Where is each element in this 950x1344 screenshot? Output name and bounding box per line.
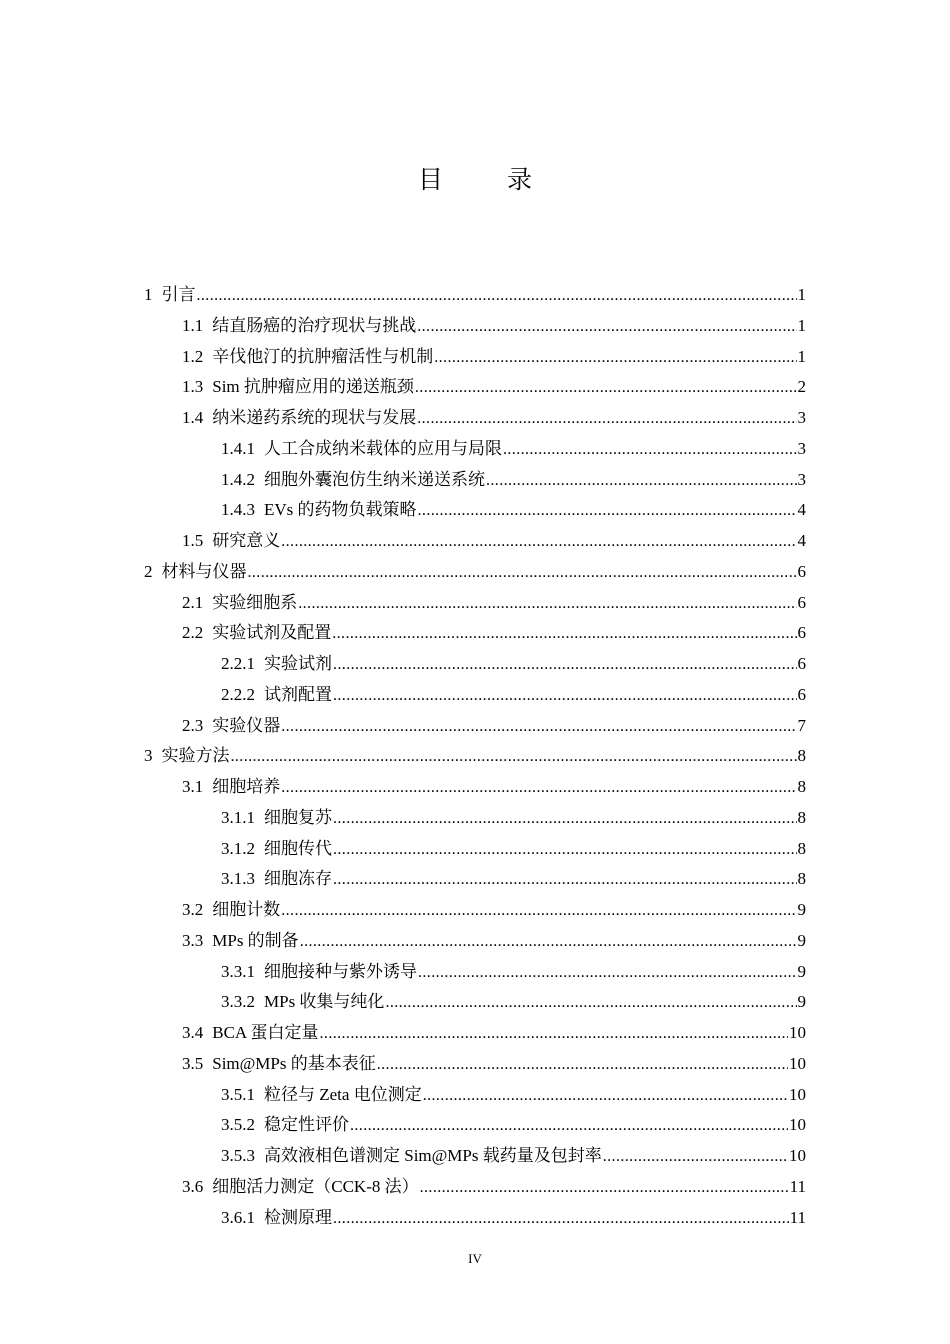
toc-entry[interactable] — [182, 772, 806, 802]
toc-entry-label: 粒径与 Zeta 电位测定 — [264, 1084, 422, 1104]
toc-entry-page-number: 10 — [789, 1053, 806, 1073]
toc-entry-page-number: 6 — [797, 592, 806, 612]
toc-entry-page-number: 8 — [797, 746, 806, 766]
toc-dot-leader — [333, 1204, 789, 1234]
toc-entry-label: MPs 收集与纯化 — [264, 992, 385, 1012]
toc-dot-leader — [377, 1050, 788, 1080]
toc-entry-number: 3.5.2 — [221, 1115, 255, 1135]
toc-entry-label: 辛伐他汀的抗肿瘤活性与机制 — [212, 346, 434, 366]
toc-entry-page-number: 8 — [797, 869, 806, 889]
toc-entry-label: Sim 抗肿瘤应用的递送瓶颈 — [212, 377, 414, 397]
toc-entry-page-number: 3 — [797, 469, 806, 489]
toc-entry-number: 3.1.2 — [221, 838, 255, 858]
page-folio: IV — [468, 1251, 482, 1266]
toc-dot-leader — [420, 1173, 789, 1203]
toc-entry-label: 细胞接种与紫外诱导 — [264, 961, 417, 981]
toc-entry[interactable] — [182, 342, 806, 372]
toc-entry-number: 1.4.2 — [221, 469, 255, 489]
toc-dot-leader — [320, 1019, 788, 1049]
toc-entry[interactable] — [221, 1080, 806, 1110]
toc-entry-label: 稳定性评价 — [264, 1115, 349, 1135]
toc-dot-leader — [417, 312, 796, 342]
toc-dot-leader — [197, 281, 797, 311]
toc-entry-label: 细胞培养 — [212, 777, 281, 796]
toc-entry[interactable] — [182, 311, 806, 341]
toc-entry[interactable] — [182, 588, 806, 618]
toc-entry-page-number: 2 — [797, 377, 806, 397]
toc-entry[interactable] — [221, 495, 806, 525]
toc-entry-number: 1.1 — [182, 315, 204, 335]
toc-dot-leader — [300, 927, 797, 957]
toc-entry-number: 3.4 — [182, 1023, 204, 1042]
toc-dot-leader — [281, 527, 796, 557]
toc-dot-leader — [281, 896, 796, 926]
toc-entry-label: 引言 — [161, 285, 196, 304]
toc-entry-number: 2 — [144, 561, 153, 581]
toc-dot-leader — [248, 558, 797, 588]
toc-entry[interactable] — [221, 803, 806, 833]
toc-dot-leader — [332, 619, 796, 649]
toc-entry[interactable] — [144, 557, 806, 587]
toc-entry-page-number: 4 — [797, 531, 806, 550]
toc-dot-leader — [333, 835, 797, 865]
toc-entry-label: 结直肠癌的治疗现状与挑战 — [212, 315, 417, 335]
toc-dot-leader — [415, 373, 797, 403]
toc-entry[interactable] — [144, 741, 806, 771]
toc-entry[interactable] — [182, 895, 806, 925]
toc-entry[interactable] — [221, 680, 806, 710]
toc-dot-leader — [333, 865, 797, 895]
toc-dot-leader — [281, 712, 796, 742]
toc-entry[interactable] — [221, 1141, 806, 1171]
toc-dot-leader — [486, 466, 797, 496]
toc-entry-number: 3.1 — [182, 777, 204, 796]
toc-entry-page-number: 8 — [797, 777, 806, 796]
toc-entry-label: 实验试剂及配置 — [212, 623, 332, 643]
toc-dot-leader — [434, 343, 796, 373]
toc-entry[interactable] — [182, 1049, 806, 1079]
toc-entry-page-number: 9 — [797, 930, 806, 950]
toc-entry-page-number: 3 — [797, 408, 806, 427]
toc-entry-page-number: 9 — [797, 900, 806, 919]
toc-entry-number: 1.3 — [182, 377, 204, 397]
toc-entry-number: 3.5 — [182, 1053, 204, 1073]
toc-entry-number: 1.4.1 — [221, 438, 255, 458]
toc-entry-page-number: 1 — [797, 315, 806, 335]
toc-dot-leader — [417, 404, 796, 434]
toc-entry-number: 3.3.2 — [221, 992, 255, 1012]
toc-entry-label: 实验细胞系 — [212, 592, 298, 612]
toc-entry-label: 试剂配置 — [264, 684, 332, 704]
toc-entry-page-number: 6 — [797, 561, 806, 581]
toc-entry-label: 细胞复苏 — [264, 807, 332, 827]
toc-entry[interactable] — [144, 280, 806, 310]
toc-entry-label: 材料与仪器 — [161, 561, 247, 581]
toc-entry-label: 细胞外囊泡仿生纳米递送系统 — [264, 469, 485, 489]
toc-entry-label: 实验试剂 — [264, 654, 332, 673]
toc-entry-page-number: 11 — [789, 1207, 806, 1227]
toc-entry-label: 纳米递药系统的现状与发展 — [212, 408, 417, 427]
toc-dot-leader — [281, 773, 796, 803]
toc-entry-label: 细胞传代 — [264, 838, 332, 858]
toc-dot-leader — [298, 589, 796, 619]
toc-entry-number: 3.3.1 — [221, 961, 255, 981]
toc-entry[interactable] — [221, 957, 806, 987]
toc-entry-number: 3.5.3 — [221, 1146, 255, 1165]
toc-entry[interactable] — [182, 526, 806, 556]
toc-entry-label: 细胞冻存 — [264, 869, 332, 889]
toc-dot-leader — [418, 496, 797, 526]
toc-entry-number: 3.2 — [182, 900, 204, 919]
toc-entry[interactable] — [182, 711, 806, 741]
toc-entry-label: EVs 的药物负载策略 — [264, 500, 417, 520]
toc-entry-page-number: 9 — [797, 961, 806, 981]
toc-entry-number: 2.1 — [182, 592, 204, 612]
toc-entry-label: MPs 的制备 — [212, 930, 299, 950]
toc-entry[interactable] — [221, 987, 806, 1017]
toc-entry-label: Sim@MPs 的基本表征 — [212, 1053, 376, 1073]
toc-entry-label: 检测原理 — [264, 1207, 332, 1227]
toc-dot-leader — [418, 958, 797, 988]
toc-dot-leader — [385, 988, 796, 1018]
toc-entry-label: 实验仪器 — [212, 715, 281, 735]
toc-entry-page-number: 10 — [789, 1115, 806, 1135]
toc-entry-number: 3.1.3 — [221, 869, 255, 889]
toc-entry[interactable] — [182, 618, 806, 648]
toc-entry-page-number: 3 — [797, 438, 806, 458]
toc-entry[interactable] — [182, 372, 806, 402]
toc-entry[interactable] — [182, 926, 806, 956]
toc-entry-number: 2.3 — [182, 715, 204, 735]
toc-entry-page-number: 10 — [789, 1084, 806, 1104]
toc-entry-number: 1.5 — [182, 531, 204, 550]
toc-entry-number: 3.1.1 — [221, 807, 255, 827]
toc-dot-leader — [333, 650, 797, 680]
toc-entry-number: 2.2.1 — [221, 654, 255, 673]
toc-dot-leader — [333, 804, 797, 834]
toc-entry[interactable] — [182, 1172, 806, 1202]
toc-entry-page-number: 8 — [797, 838, 806, 858]
toc-entry[interactable] — [221, 434, 806, 464]
toc-entry[interactable] — [221, 1110, 806, 1140]
toc-entry[interactable] — [182, 1018, 806, 1048]
toc-dot-leader — [231, 742, 797, 772]
toc-entry-page-number: 4 — [797, 500, 806, 520]
toc-entry-number: 3 — [144, 746, 153, 766]
toc-entry-label: 研究意义 — [212, 531, 281, 550]
toc-entry-page-number: 6 — [797, 684, 806, 704]
toc-entry-label: 细胞计数 — [212, 900, 281, 919]
toc-dot-leader — [423, 1081, 788, 1111]
toc-entry-number: 3.3 — [182, 930, 204, 950]
toc-entry[interactable] — [182, 403, 806, 433]
toc-entry-number: 3.6.1 — [221, 1207, 255, 1227]
toc-entry-number: 1.2 — [182, 346, 204, 366]
toc-entry-page-number: 1 — [797, 285, 806, 304]
toc-entry-number: 3.6 — [182, 1176, 204, 1196]
toc-entry-page-number: 6 — [797, 654, 806, 673]
toc-entry[interactable] — [221, 465, 806, 495]
toc-entry-page-number: 11 — [789, 1176, 806, 1196]
toc-title: 目 录 — [418, 165, 560, 194]
toc-entry[interactable] — [221, 649, 806, 679]
toc-entry-number: 1.4.3 — [221, 500, 255, 520]
toc-dot-leader — [333, 681, 797, 711]
toc-entry-label: 细胞活力测定（CCK-8 法） — [212, 1176, 419, 1196]
toc-entry-page-number: 8 — [797, 807, 806, 827]
toc-entry-number: 3.5.1 — [221, 1084, 255, 1104]
toc-entry-page-number: 10 — [789, 1023, 806, 1042]
toc-entry-page-number: 6 — [797, 623, 806, 643]
toc-entry-label: 人工合成纳米载体的应用与局限 — [264, 438, 502, 458]
toc-entry-label: BCA 蛋白定量 — [212, 1023, 319, 1042]
toc-entry[interactable] — [221, 834, 806, 864]
toc-entry-page-number: 7 — [797, 715, 806, 735]
toc-dot-leader — [603, 1142, 788, 1172]
toc-entry-number: 2.2 — [182, 623, 204, 643]
toc-entry-number: 2.2.2 — [221, 684, 255, 704]
toc-entry-number: 1.4 — [182, 408, 204, 427]
toc-entry-label: 实验方法 — [161, 746, 230, 766]
toc-entry[interactable] — [221, 1203, 806, 1233]
toc-entry-page-number: 10 — [789, 1146, 806, 1165]
toc-dot-leader — [503, 435, 797, 465]
toc-entry-number: 1 — [144, 285, 153, 304]
toc-entry[interactable] — [221, 864, 806, 894]
toc-entry-label: 高效液相色谱测定 Sim@MPs 载药量及包封率 — [264, 1146, 602, 1165]
toc-entry-page-number: 1 — [797, 346, 806, 366]
toc-entry-page-number: 9 — [797, 992, 806, 1012]
toc-dot-leader — [350, 1111, 788, 1141]
